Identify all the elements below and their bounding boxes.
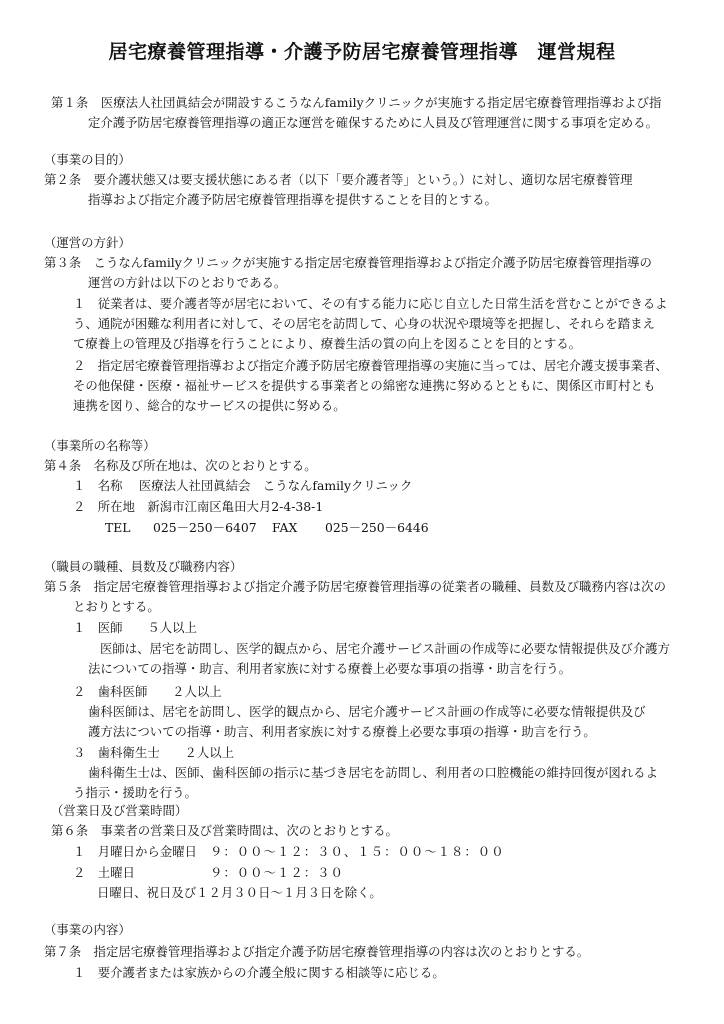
hours-weekday-time: ９：００～１２：３０、１５：００～１８：００ [210,844,505,859]
office-name: １ 名称 医療法人社団眞結会 こうなんfamilyクリニック [73,478,413,493]
article-1-line-2: 定介護予防居宅療養管理指導の適正な運営を確保するために人員及び管理運営に関する事項を定める。 [88,115,658,130]
article-1-line-1: 第１条 医療法人社団眞結会が開設するこうなんfamilyクリニックが実施する指定居宅療養管理指導および指 [51,95,662,110]
tel-number: 025－250－6407 [153,520,257,535]
staff-doctor-line-2: 法についての指導・助言、利用者家族に対する療養上必要な事項の指導・助言を行う。 [88,661,571,676]
hours-weekday-label: １ 月曜日から金曜日 [73,844,197,859]
article-7-item-1: １ 要介護者または家族からの介護全般に関する相談等に応じる。 [73,965,445,980]
staff-hygienist-line-1: 歯科衛生士は、医師、歯科医師の指示に基づき居宅を訪問し、利用者の口腔機能の維持回復が図れるよ [88,765,658,780]
article-3-item-2-line-2: その他保健・医療・福祉サービスを提供する事業者との綿密な連携に努めるとともに、関係区市町村とも [73,378,656,393]
article-2-line-1: 第２条 要介護状態又は要支援状態にある者（以下「要介護者等」という。）に対し、適切な居宅療養管理 [44,172,633,187]
article-3-item-2-line-1: ２ 指定居宅療養管理指導および指定介護予防居宅療養管理指導の実施に当っては、居宅介護支援事業者、 [73,358,668,373]
article-2-line-2: 指導および指定介護予防居宅療養管理指導を提供することを目的とする。 [88,192,497,207]
section-heading-content: （事業の内容） [44,922,131,937]
article-3-line-2: 運営の方針は以下のとおりである。 [88,275,287,290]
fax-number: 025－250－6446 [325,520,429,535]
staff-doctor-line-1: 医師は、居宅を訪問し、医学的観点から、居宅介護サービス計画の作成等に必要な情報提供及び介護方 [100,641,670,656]
hours-saturday-label: ２ 土曜日 [73,865,135,880]
section-heading-purpose: （事業の目的） [44,152,131,167]
section-heading-staff: （職員の職種、員数及び職務内容） [44,559,243,574]
staff-hygienist-line-2: う指示・援助を行う。 [73,785,197,800]
staff-hygienist-heading: ３ 歯科衛生士 ２人以上 [73,745,235,760]
article-5-line-1: 第５条 指定居宅療養管理指導および指定介護予防居宅療養管理指導の従業者の職種、員数及び職務内容は次の [44,579,667,594]
staff-doctor-heading: １ 医師 ５人以上 [73,620,197,635]
hours-saturday-time: ９：００～１２：３０ [210,865,344,880]
staff-dentist-line-2: 護方法についての指導・助言、利用者家族に対する療養上必要な事項の指導・助言を行う。 [88,724,596,739]
article-5-line-2: とおりとする。 [73,599,160,614]
office-address: ２ 所在地 新潟市江南区亀田大月2-4-38-1 [73,499,324,514]
article-3-item-1-line-1: １ 従業者は、要介護者等が居宅において、その有する能力に応じ自立した日常生活を営むことができるよ [73,296,668,311]
page-title: 居宅療養管理指導・介護予防居宅療養管理指導 運営規程 [108,41,616,63]
staff-dentist-heading: ２ 歯科医師 ２人以上 [73,684,222,699]
article-3-line-1: 第３条 こうなんfamilyクリニックが実施する指定居宅療養管理指導および指定介護予防居宅療養管理指導の [44,255,652,270]
hours-closed-days: 日曜日、祝日及び１２月３０日～１月３日を除く。 [97,885,382,900]
article-3-item-1-line-3: て療養上の管理及び指導を行うことにより、療養生活の質の向上を図ることを目的とする。 [73,336,582,351]
article-4-line-1: 第４条 名称及び所在地は、次のとおりとする。 [44,458,317,473]
section-heading-policy: （運営の方針） [44,235,131,250]
fax-label: FAX [272,520,298,535]
article-7-line-1: 第７条 指定居宅療養管理指導および指定介護予防居宅療養管理指導の内容は次のとおりとする。 [44,944,590,959]
article-6-line-1: 第６条 事業者の営業日及び営業時間は、次のとおりとする。 [51,823,398,838]
tel-label: TEL [105,520,131,535]
staff-dentist-line-1: 歯科医師は、居宅を訪問し、医学的観点から、居宅介護サービス計画の作成等に必要な情報提供及び [88,704,646,719]
article-3-item-1-line-2: う、通院が困難な利用者に対して、その居宅を訪問して、心身の状況や環境等を把握し、それらを踏まえ [73,316,655,331]
section-heading-hours: （営業日及び営業時間） [51,803,188,818]
section-heading-office: （事業所の名称等） [44,438,156,453]
article-3-item-2-line-3: 連携を図り、総合的なサービスの提供に努める。 [73,398,346,413]
